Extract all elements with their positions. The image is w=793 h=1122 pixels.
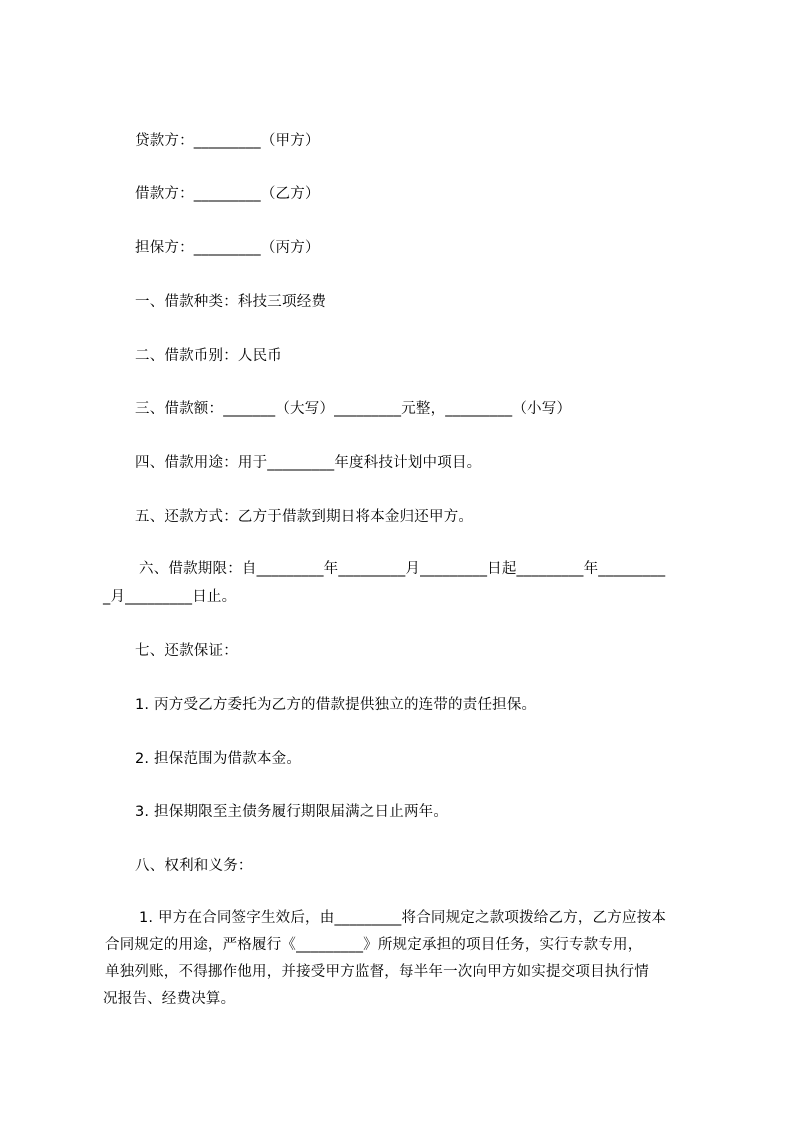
guarantee-item-3: 3. 担保期限至主债务履行期限届满之日止两年。: [135, 804, 449, 820]
guarantee-item-2: 2. 担保范围为借款本金。: [135, 751, 302, 767]
loan-term-line-1: 六、借款期限：自_________年_________月_________日起_________年_________: [139, 561, 666, 577]
rights-obligations-heading: 八、权利和义务：: [135, 858, 253, 874]
loan-type-line: 一、借款种类：科技三项经费: [135, 294, 327, 310]
lender-line: 贷款方：_________（甲方）: [135, 133, 320, 149]
borrower-line: 借款方：_________（乙方）: [135, 186, 320, 202]
repayment-method-line: 五、还款方式：乙方于借款到期日将本金归还甲方。: [135, 509, 474, 525]
currency-line: 二、借款币别：人民币: [135, 348, 282, 364]
repayment-guarantee-heading: 七、还款保证：: [135, 643, 238, 659]
rights-item-1-line-1: 1. 甲方在合同签字生效后，由_________将合同规定之款项拨给乙方，乙方应按本: [139, 910, 667, 926]
loan-amount-line: 三、借款额：_______（大写）_________元整，_________（小写）: [135, 401, 572, 417]
rights-item-1-line-2: 合同规定的用途，严格履行《_________》所规定承担的项目任务，实行专款专用，: [105, 937, 643, 953]
loan-purpose-line: 四、借款用途：用于_________年度科技计划中项目。: [135, 455, 482, 471]
guarantor-line: 担保方：_________（丙方）: [135, 240, 320, 256]
rights-item-1-line-4: 况报告、经费决算。: [103, 991, 236, 1007]
loan-term-line-2: _月_________日止。: [103, 589, 237, 605]
rights-item-1-line-3: 单独列账，不得挪作他用，并接受甲方监督，每半年一次向甲方如实提交项目执行情: [105, 964, 649, 980]
guarantee-item-1: 1. 丙方受乙方委托为乙方的借款提供独立的连带的责任担保。: [135, 697, 537, 713]
